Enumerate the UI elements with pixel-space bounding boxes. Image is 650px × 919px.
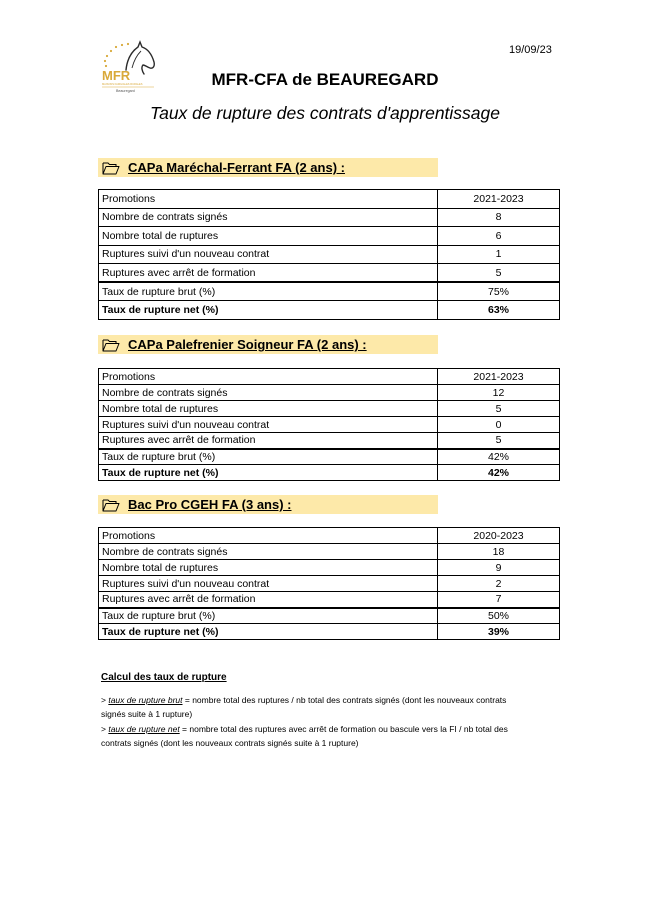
table-cell-value: 12	[438, 385, 560, 401]
table-cell-value: 5	[438, 401, 560, 417]
table-capa-marechal	[98, 189, 560, 320]
table-row	[99, 385, 560, 401]
table-cell-label: Nombre de contrats signés	[99, 385, 438, 401]
table-cell-value: 18	[438, 544, 560, 560]
col-promotions: Promotions	[99, 190, 438, 209]
table-cell-label: Ruptures avec arrêt de formation	[99, 592, 438, 608]
table-cell-label: Taux de rupture brut (%)	[99, 608, 438, 624]
table-cell-value: 6	[438, 227, 560, 246]
table-row-net-rate	[99, 624, 560, 640]
table-cell-label: Nombre de contrats signés	[99, 208, 438, 227]
col-period: 2021-2023	[438, 190, 560, 209]
table-cell-label: Ruptures suivi d'un nouveau contrat	[99, 576, 438, 592]
table-cell-label: Nombre total de ruptures	[99, 560, 438, 576]
logo-text: MFR	[102, 68, 131, 83]
table-cell-value: 2	[438, 576, 560, 592]
term-brut: taux de rupture brut	[108, 695, 183, 705]
document-date: 19/09/23	[509, 44, 552, 56]
term-net: taux de rupture net	[108, 724, 180, 734]
school-name: MFR-CFA de BEAUREGARD	[211, 70, 439, 89]
table-row	[99, 208, 560, 227]
table-bac-pro-cgeh	[98, 527, 560, 640]
table-cell-value: 42%	[438, 449, 560, 465]
table-cell-value: 8	[438, 208, 560, 227]
definition-text	[101, 722, 553, 736]
table-cell-label: Ruptures suivi d'un nouveau contrat	[99, 417, 438, 433]
table-row-net-rate	[99, 301, 560, 320]
section-header-capa-palefrenier	[98, 335, 438, 354]
table-cell-value: 0	[438, 417, 560, 433]
definition-text: >	[101, 695, 109, 705]
definition-text: signés suite à 1 rupture)	[101, 709, 193, 719]
section-title: CAPa Maréchal-Ferrant FA (2 ans) :	[128, 160, 345, 175]
col-promotions: Promotions	[99, 528, 438, 544]
col-period: 2021-2023	[438, 369, 560, 385]
table-row	[99, 560, 560, 576]
table-cell-value: 7	[438, 592, 560, 608]
col-promotions: Promotions	[99, 369, 438, 385]
table-cell-value: 42%	[438, 465, 560, 481]
table-row	[99, 245, 560, 264]
table-header-row	[99, 369, 560, 385]
table-row	[99, 433, 560, 449]
table-row	[99, 449, 560, 465]
table-capa-palefrenier	[98, 368, 560, 481]
table-cell-value: 63%	[438, 301, 560, 320]
section-header-bac-pro-cgeh	[98, 495, 438, 514]
section-title: CAPa Palefrenier Soigneur FA (2 ans) :	[128, 337, 367, 352]
table-cell-value: 39%	[438, 624, 560, 640]
calcul-heading: Calcul des taux de rupture	[101, 672, 227, 683]
definition-text: >	[101, 724, 109, 734]
definition-net	[101, 722, 553, 750]
table-cell-value: 5	[438, 264, 560, 283]
table-cell-label: Taux de rupture net (%)	[99, 465, 438, 481]
table-cell-label: Ruptures avec arrêt de formation	[99, 264, 438, 283]
table-cell-label: Taux de rupture brut (%)	[99, 449, 438, 465]
table-row	[99, 544, 560, 560]
table-row	[99, 401, 560, 417]
page-subtitle: Taux de rupture des contrats d'apprentissage	[150, 103, 500, 123]
folder-icon	[102, 498, 120, 512]
table-cell-label: Nombre total de ruptures	[99, 401, 438, 417]
folder-icon	[102, 161, 120, 175]
table-cell-value: 5	[438, 433, 560, 449]
table-row	[99, 608, 560, 624]
table-cell-value: 9	[438, 560, 560, 576]
folder-icon	[102, 338, 120, 352]
table-cell-label: Ruptures suivi d'un nouveau contrat	[99, 245, 438, 264]
table-cell-value: 1	[438, 245, 560, 264]
logo-text: Beauregard	[116, 89, 135, 93]
definition-text: contrats signés (dont les nouveaux contrats signés suite à 1 rupture)	[101, 738, 359, 748]
table-row	[99, 417, 560, 433]
table-row	[99, 576, 560, 592]
table-cell-value: 50%	[438, 608, 560, 624]
definition-text: = nombre total des ruptures avec arrêt de formation ou bascule vers la FI / nb total des	[179, 724, 508, 734]
table-header-row	[99, 528, 560, 544]
table-cell-label: Taux de rupture brut (%)	[99, 282, 438, 301]
table-row	[99, 227, 560, 246]
col-period: 2020-2023	[438, 528, 560, 544]
table-cell-label: Nombre total de ruptures	[99, 227, 438, 246]
logo-text: MAISONS FAMILIALES RURALES	[102, 83, 143, 86]
section-title: Bac Pro CGEH FA (3 ans) :	[128, 497, 292, 512]
section-header-capa-marechal	[98, 158, 438, 177]
table-row	[99, 592, 560, 608]
table-cell-label: Ruptures avec arrêt de formation	[99, 433, 438, 449]
table-row-net-rate	[99, 465, 560, 481]
table-cell-value: 75%	[438, 282, 560, 301]
definition-text	[101, 693, 553, 707]
table-cell-label: Taux de rupture net (%)	[99, 301, 438, 320]
table-cell-label: Nombre de contrats signés	[99, 544, 438, 560]
table-cell-label: Taux de rupture net (%)	[99, 624, 438, 640]
table-row	[99, 264, 560, 283]
table-row	[99, 282, 560, 301]
definition-text: = nombre total des ruptures / nb total des contrats signés (dont les nouveaux contrats	[182, 695, 507, 705]
definition-brut	[101, 693, 553, 721]
table-header-row	[99, 190, 560, 209]
